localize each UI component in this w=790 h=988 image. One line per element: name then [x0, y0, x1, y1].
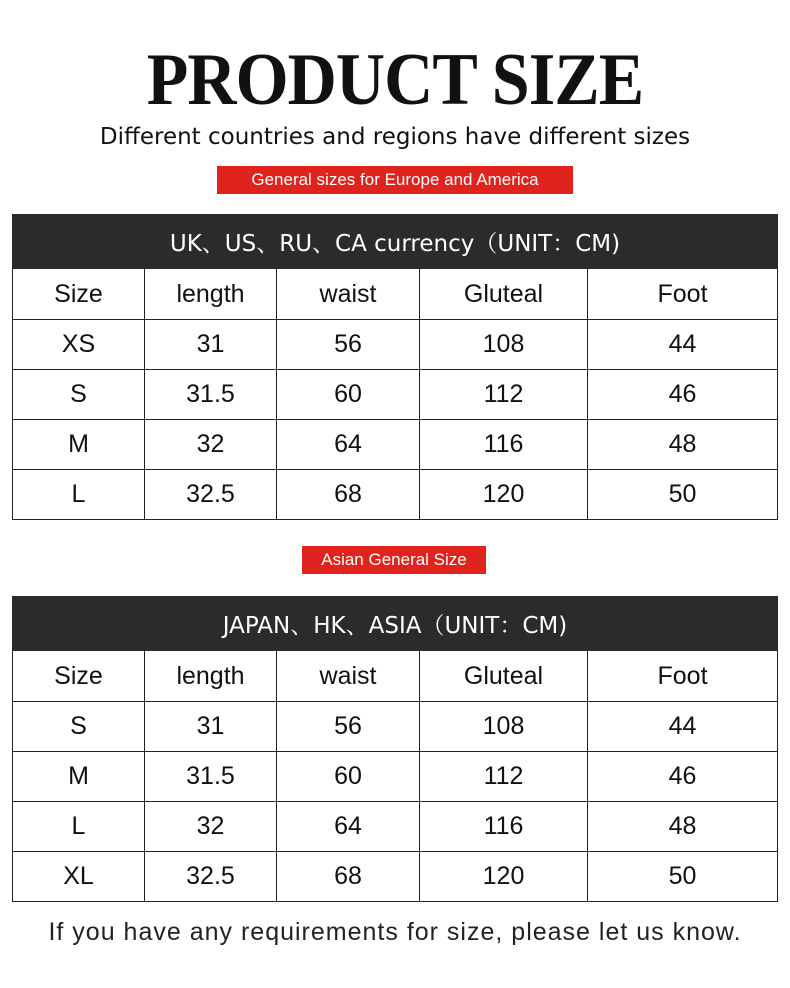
column-header-foot: Foot [588, 269, 778, 320]
table-row [13, 752, 778, 802]
page-subtitle: Different countries and regions have different sizes [99, 124, 691, 150]
section-tag-asian: Asian General Size [302, 546, 486, 574]
column-header-gluteal: Gluteal [420, 269, 588, 320]
table-header: UK、US、RU、CA currency（UNIT：CM) [13, 215, 778, 269]
table-row [13, 702, 778, 752]
cell-size: S [13, 702, 145, 752]
footer-note: If you have any requirements for size, please let us know. [48, 918, 742, 946]
cell-size: M [13, 752, 145, 802]
cell-waist: 68 [277, 852, 420, 902]
cell-length: 32.5 [145, 470, 277, 520]
section-tag-europe-america: General sizes for Europe and America [217, 166, 573, 194]
table-row [13, 320, 778, 370]
column-header-size: Size [13, 269, 145, 320]
cell-foot: 48 [588, 802, 778, 852]
cell-length: 31.5 [145, 370, 277, 420]
column-header-gluteal: Gluteal [420, 651, 588, 702]
cell-waist: 56 [277, 702, 420, 752]
table-row [13, 370, 778, 420]
column-header-length: length [145, 269, 277, 320]
table-row [13, 802, 778, 852]
table-row [13, 470, 778, 520]
cell-waist: 60 [277, 370, 420, 420]
size-table-asian [12, 596, 778, 902]
cell-gluteal: 120 [420, 470, 588, 520]
column-header-row [13, 651, 778, 702]
cell-length: 32 [145, 802, 277, 852]
cell-waist: 60 [277, 752, 420, 802]
cell-length: 31.5 [145, 752, 277, 802]
cell-gluteal: 120 [420, 852, 588, 902]
cell-foot: 46 [588, 752, 778, 802]
cell-size: S [13, 370, 145, 420]
page-title: PRODUCT SIZE [146, 39, 644, 121]
cell-gluteal: 116 [420, 420, 588, 470]
cell-length: 32 [145, 420, 277, 470]
cell-foot: 44 [588, 320, 778, 370]
cell-length: 32.5 [145, 852, 277, 902]
table-row [13, 852, 778, 902]
cell-waist: 64 [277, 802, 420, 852]
cell-foot: 46 [588, 370, 778, 420]
cell-foot: 44 [588, 702, 778, 752]
cell-gluteal: 112 [420, 370, 588, 420]
cell-size: L [13, 470, 145, 520]
cell-foot: 50 [588, 852, 778, 902]
table-row [13, 420, 778, 470]
column-header-row [13, 269, 778, 320]
cell-gluteal: 116 [420, 802, 588, 852]
cell-waist: 56 [277, 320, 420, 370]
column-header-length: length [145, 651, 277, 702]
cell-foot: 48 [588, 420, 778, 470]
cell-size: XL [13, 852, 145, 902]
column-header-size: Size [13, 651, 145, 702]
cell-size: M [13, 420, 145, 470]
cell-foot: 50 [588, 470, 778, 520]
cell-size: XS [13, 320, 145, 370]
cell-length: 31 [145, 320, 277, 370]
cell-waist: 64 [277, 420, 420, 470]
column-header-foot: Foot [588, 651, 778, 702]
cell-gluteal: 112 [420, 752, 588, 802]
cell-gluteal: 108 [420, 702, 588, 752]
cell-gluteal: 108 [420, 320, 588, 370]
cell-waist: 68 [277, 470, 420, 520]
cell-length: 31 [145, 702, 277, 752]
column-header-waist: waist [277, 651, 420, 702]
size-table-europe-america [12, 214, 778, 520]
cell-size: L [13, 802, 145, 852]
column-header-waist: waist [277, 269, 420, 320]
table-header: JAPAN、HK、ASIA（UNIT：CM) [13, 597, 778, 651]
